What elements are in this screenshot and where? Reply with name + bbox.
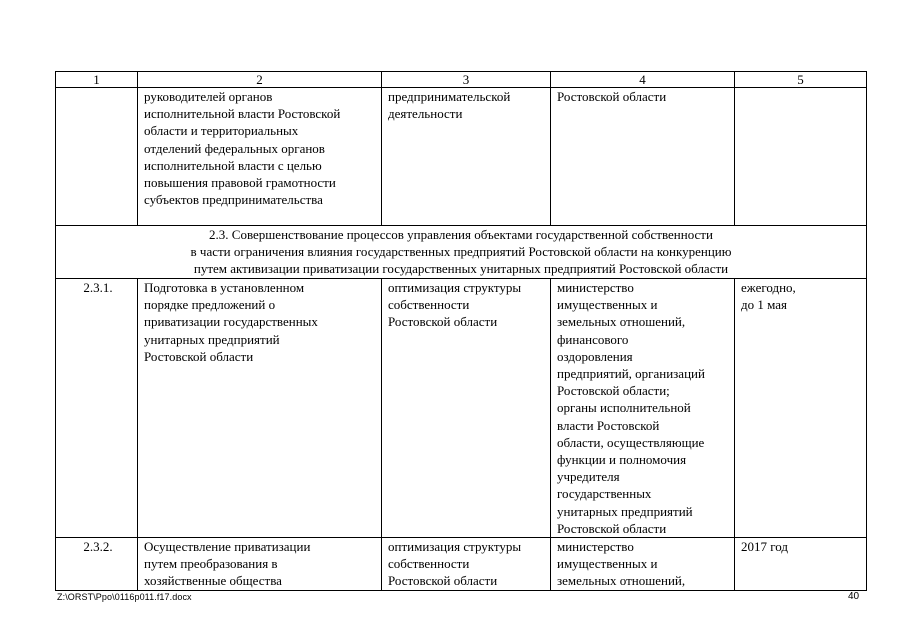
row-number: 2.3.2.	[56, 538, 138, 591]
row-number-cell	[56, 88, 138, 226]
deadline-cell: ежегодно, до 1 мая	[735, 279, 867, 538]
result-cell: оптимизация структуры собственности Ростовской области	[382, 538, 551, 591]
measure-cell: Подготовка в установленном порядке предложений о приватизации государственных унитарных предприятий Ростовской области	[138, 279, 382, 538]
header-cell: 5	[735, 72, 867, 88]
header-cell: 4	[551, 72, 735, 88]
section-row	[56, 226, 867, 279]
table-row	[56, 538, 867, 591]
deadline-cell	[735, 88, 867, 226]
measure-cell: руководителей органов исполнительной власти Ростовской области и территориальных отделений федеральных органов исполнительной власти с целью повышения правовой грамотности субъектов предпринимательства	[138, 88, 382, 226]
result-cell: предпринимательской деятельности	[382, 88, 551, 226]
measure-cell: Осуществление приватизации путем преобразования в хозяйственные общества	[138, 538, 382, 591]
result-cell: оптимизация структуры собственности Ростовской области	[382, 279, 551, 538]
header-cell: 1	[56, 72, 138, 88]
deadline-cell: 2017 год	[735, 538, 867, 591]
table-row	[56, 88, 867, 226]
section-title: 2.3. Совершенствование процессов управления объектами государственной собственности в части ограничения влияния государственных предприятий Ростовской области на конкуренцию путем активизации приватизации государственных унитарных предприятий Ростовской области	[56, 226, 867, 279]
header-cell: 2	[138, 72, 382, 88]
footer-file-path: Z:\ORST\Ppo\0116p011.f17.docx	[57, 592, 192, 602]
executor-cell: Ростовской области	[551, 88, 735, 226]
table-row	[56, 279, 867, 538]
header-cell: 3	[382, 72, 551, 88]
executor-cell: министерство имущественных и земельных отношений, финансового оздоровления предприятий, организаций Ростовской области; органы исполнительной власти Ростовской области, осуществляющие функции и полномочия учредителя государственных унитарных предприятий Ростовской области	[551, 279, 735, 538]
measures-table	[55, 71, 867, 591]
page-number: 40	[848, 591, 860, 602]
executor-cell: министерство имущественных и земельных отношений,	[551, 538, 735, 591]
row-number: 2.3.1.	[56, 279, 138, 538]
table-header-row	[56, 72, 867, 88]
